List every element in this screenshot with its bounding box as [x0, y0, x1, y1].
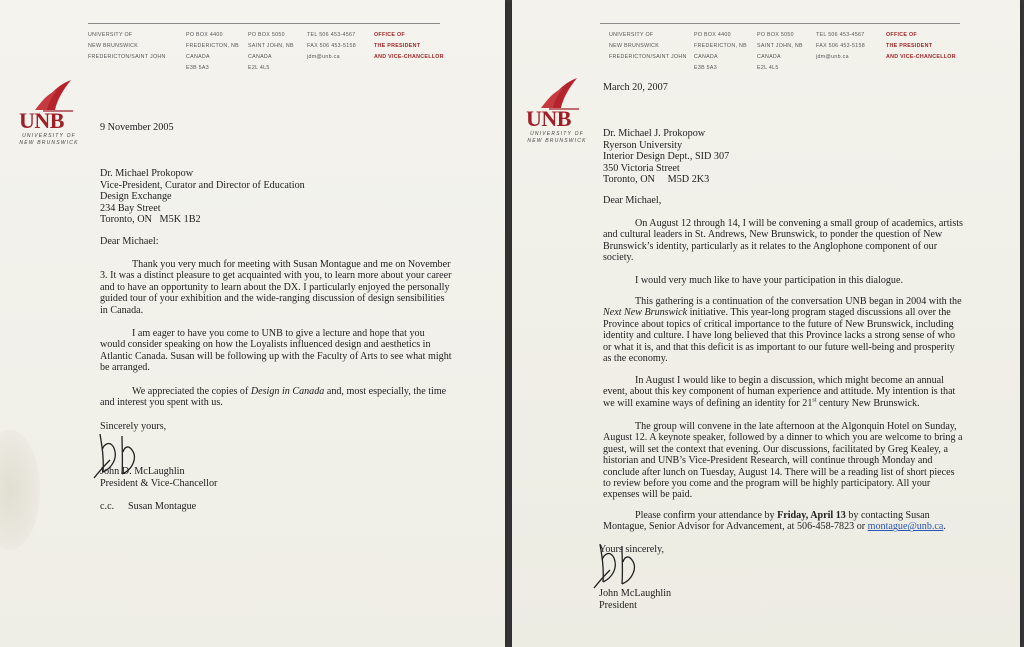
unb-subtitle: UNIVERSITY OF NEW BRUNSWICK: [527, 131, 587, 144]
cc-label: c.c.: [100, 501, 115, 512]
cc-name: Susan Montague: [128, 501, 197, 512]
letter-2007: [512, 0, 1020, 647]
closing: Yours sincerely,: [599, 544, 665, 555]
body-paragraph: Thank you very much for meeting with Susan Montague and me on November 3. It was a distinct pleasure to get acquainted with you, to learn more about your career and to have an opportunity to learn about the DX. I particularly enjoyed the personally guided tour of your exhibition and the wide-ranging discussion of design sensibilities in Canada.: [100, 259, 452, 316]
header-saintjohn-address: PO BOX 5050 SAINT JOHN, NB CANADA E2L 4L5: [248, 32, 294, 71]
closing: Sincerely yours,: [100, 421, 167, 432]
signer-title: President: [599, 600, 637, 611]
header-contact: TEL 506 453-4567 FAX 506 453-5158 jdm@unb.ca: [307, 32, 356, 60]
header-office: OFFICE OF THE PRESIDENT AND VICE-CHANCELLOR: [886, 32, 956, 60]
body-paragraph: This gathering is a continuation of the conversation UNB began in 2004 with the Next New Brunswick initiative. This year-long program staged discussions all over the Province about topics of critical importance to the future of New Brunswick, including identity and culture. I have long believed that this Province lacks a strong sense of who or what it is, and that this deficit is as important to our future well-being and prosperity as the economy.: [603, 296, 962, 365]
signature: [592, 538, 652, 590]
header-rule: [600, 23, 960, 24]
signer-name: John D. McLaughlin: [100, 466, 185, 477]
header-university: UNIVERSITY OF NEW BRUNSWICK FREDERICTON/SAINT JOHN: [609, 32, 687, 60]
body-paragraph: I would very much like to have your participation in this dialogue.: [635, 275, 903, 286]
unb-wordmark: UNB: [19, 108, 64, 133]
signer-name: John McLaughlin: [599, 588, 672, 599]
header-office: OFFICE OF THE PRESIDENT AND VICE-CHANCELLOR: [374, 32, 444, 60]
unb-wordmark: UNB: [526, 106, 571, 131]
body-paragraph: The group will convene in the late afternoon at the Algonquin Hotel on Sunday, August 12. A keynote speaker, followed by a dinner to which you are welcome to bring a guest, will set the context that evening. Our discussions, facilitated by Greg Kealey, a historian and UNB’s Vice-President Research, will continue through Monday and conclude after lunch on Tuesday, August 14. There will be a reading list of short pieces to review before you come and the program will be highly participatory. All your expenses will be paid.: [603, 421, 963, 501]
salutation: Dear Michael:: [100, 236, 159, 247]
header-rule: [88, 23, 440, 24]
letter-2005: [0, 0, 505, 647]
body-paragraph: I am eager to have you come to UNB to give a lecture and hope that you would consider speaking on how the Loyalists influenced design and aesthetics in Atlantic Canada. Susan will be following up with the Faculty of Arts to see what might be arranged.: [100, 328, 452, 374]
unb-subtitle: UNIVERSITY OF NEW BRUNSWICK: [19, 133, 79, 146]
header-contact: TEL 506 453-4567 FAX 506 453-5158 jdm@unb.ca: [816, 32, 865, 60]
salutation: Dear Michael,: [603, 195, 662, 206]
recipient-address: Dr. Michael J. Prokopow Ryerson University Interior Design Dept., SID 307 350 Victoria Street Toronto, ON M5D 2K3: [603, 128, 730, 186]
email-link[interactable]: montague@unb.ca: [867, 521, 944, 533]
letter-date: 9 November 2005: [100, 122, 174, 133]
header-fredericton-address: PO BOX 4400 FREDERICTON, NB CANADA E3B 5A3: [694, 32, 747, 71]
signer-title: President & Vice-Chancellor: [100, 478, 218, 489]
unb-sail-logo-icon: [33, 78, 75, 112]
unb-sail-logo-icon: [539, 76, 581, 110]
body-paragraph: On August 12 through 14, I will be convening a small group of academics, artists and cultural leaders in St. Andrews, New Brunswick, to ponder the question of New Brunswick’s identity, particularly as it relates to the Anglophone component of our society.: [603, 218, 963, 264]
letter-date: March 20, 2007: [603, 82, 668, 93]
body-paragraph: We appreciated the copies of Design in Canada and, most especially, the time and interest you spent with us.: [100, 386, 447, 409]
recipient-address: Dr. Michael Prokopow Vice-President, Curator and Director of Education Design Exchange 234 Bay Street Toronto, ON M5K 1B2: [100, 168, 305, 226]
body-paragraph: In August I would like to begin a discussion, which might become an annual event, about this key component of human experience and attitude. My intention is that we will examine ways of defining an identity for 21st century New Brunswick.: [603, 375, 956, 409]
header-fredericton-address: PO BOX 4400 FREDERICTON, NB CANADA E3B 5A3: [186, 32, 239, 71]
header-university: UNIVERSITY OF NEW BRUNSWICK FREDERICTON/SAINT JOHN: [88, 32, 166, 60]
header-saintjohn-address: PO BOX 5050 SAINT JOHN, NB CANADA E2L 4L5: [757, 32, 803, 71]
body-paragraph: Please confirm your attendance by Friday, April 13 by contacting Susan Montague, Senior Advisor for Advancement, at 506-458-7823 or montague@unb.ca.: [603, 510, 946, 533]
